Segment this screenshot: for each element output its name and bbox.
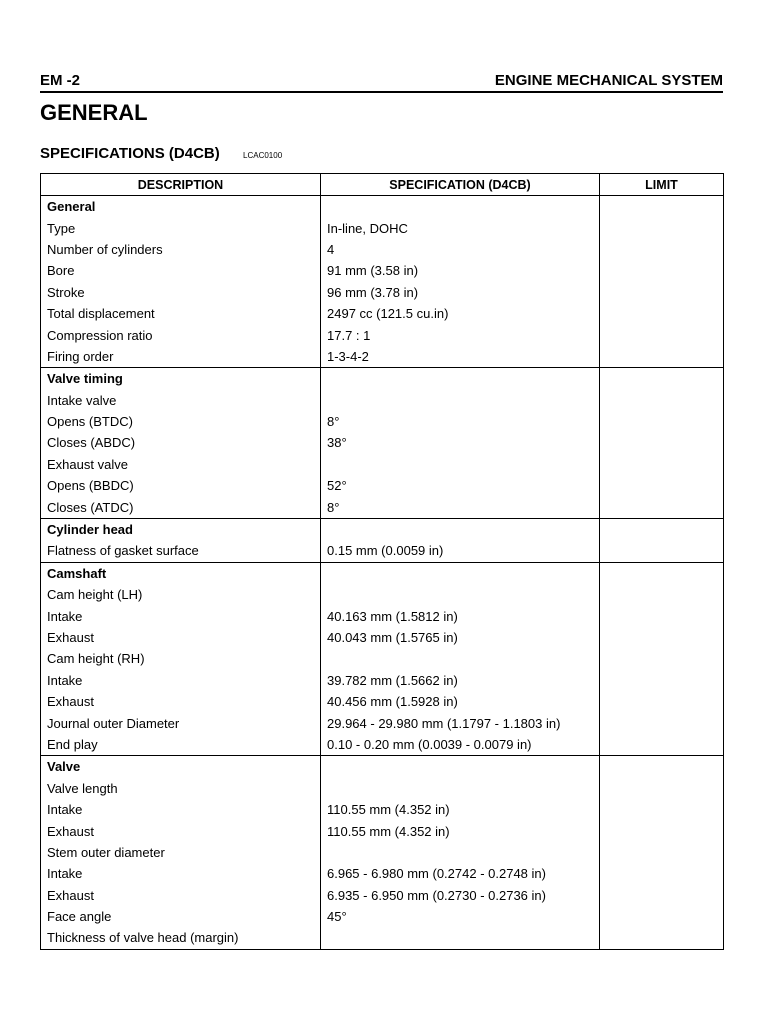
- table-group-general: [41, 196, 724, 368]
- description-cell: Intake valve: [41, 390, 321, 411]
- table-row: [41, 691, 724, 712]
- table-row: [41, 475, 724, 496]
- limit-cell: [600, 196, 724, 218]
- column-header-specification: SPECIFICATION (D4CB): [321, 174, 600, 196]
- description-cell: Intake: [41, 605, 321, 626]
- spec-cell: [321, 562, 600, 584]
- table-row: [41, 734, 724, 756]
- limit-cell: [600, 584, 724, 605]
- spec-cell: [321, 518, 600, 540]
- table-row: [41, 496, 724, 518]
- spec-cell: [321, 454, 600, 475]
- description-cell: Intake: [41, 670, 321, 691]
- description-cell: Intake: [41, 863, 321, 884]
- description-cell: Closes (ATDC): [41, 496, 321, 518]
- description-cell: Thickness of valve head (margin): [41, 927, 321, 949]
- description-cell: Opens (BBDC): [41, 475, 321, 496]
- table-row: [41, 927, 724, 949]
- description-cell: Stem outer diameter: [41, 842, 321, 863]
- table-row: [41, 282, 724, 303]
- page-number: EM -2: [40, 72, 81, 89]
- description-cell: Cam height (LH): [41, 584, 321, 605]
- description-cell: Exhaust: [41, 885, 321, 906]
- limit-cell: [600, 282, 724, 303]
- limit-cell: [600, 927, 724, 949]
- table-row: [41, 390, 724, 411]
- limit-cell: [600, 842, 724, 863]
- limit-cell: [600, 605, 724, 626]
- limit-cell: [600, 368, 724, 390]
- chapter-title: ENGINE MECHANICAL SYSTEM: [494, 72, 723, 89]
- limit-cell: [600, 518, 724, 540]
- spec-cell: [321, 842, 600, 863]
- limit-cell: [600, 475, 724, 496]
- limit-cell: [600, 303, 724, 324]
- spec-cell: 2497 cc (121.5 cu.in): [321, 303, 600, 324]
- limit-cell: [600, 346, 724, 368]
- spec-cell: 40.163 mm (1.5812 in): [321, 605, 600, 626]
- limit-cell: [600, 454, 724, 475]
- description-cell: Number of cylinders: [41, 239, 321, 260]
- spec-cell: 4: [321, 239, 600, 260]
- table-row: [41, 432, 724, 453]
- column-header-limit: LIMIT: [600, 174, 724, 196]
- table-header-row: [41, 174, 724, 196]
- description-cell: Valve length: [41, 778, 321, 799]
- spec-cell: 8°: [321, 496, 600, 518]
- limit-cell: [600, 820, 724, 841]
- table-row: [41, 885, 724, 906]
- spec-cell: 29.964 - 29.980 mm (1.1797 - 1.1803 in): [321, 712, 600, 733]
- description-cell: Bore: [41, 260, 321, 281]
- spec-cell: 6.935 - 6.950 mm (0.2730 - 0.2736 in): [321, 885, 600, 906]
- spec-cell: 1-3-4-2: [321, 346, 600, 368]
- description-cell: Opens (BTDC): [41, 411, 321, 432]
- description-cell: Compression ratio: [41, 324, 321, 345]
- spec-cell: 96 mm (3.78 in): [321, 282, 600, 303]
- description-cell: Intake: [41, 799, 321, 820]
- table-group-valve: [41, 756, 724, 950]
- table-row: [41, 648, 724, 669]
- table-row: [41, 411, 724, 432]
- limit-cell: [600, 627, 724, 648]
- table-row: [41, 260, 724, 281]
- limit-cell: [600, 799, 724, 820]
- spec-cell: [321, 390, 600, 411]
- limit-cell: [600, 540, 724, 562]
- limit-cell: [600, 432, 724, 453]
- table-row: [41, 324, 724, 345]
- limit-cell: [600, 239, 724, 260]
- specifications-table: [40, 173, 724, 950]
- table-row: [41, 627, 724, 648]
- limit-cell: [600, 906, 724, 927]
- table-group-header: [41, 368, 724, 390]
- table-group-valve-timing: [41, 368, 724, 519]
- table-group-camshaft: [41, 562, 724, 756]
- spec-cell: [321, 368, 600, 390]
- spec-cell: [321, 648, 600, 669]
- group-label: Cylinder head: [41, 518, 321, 540]
- limit-cell: [600, 217, 724, 238]
- description-cell: Flatness of gasket surface: [41, 540, 321, 562]
- spec-cell: 110.55 mm (4.352 in): [321, 820, 600, 841]
- group-label: Valve timing: [41, 368, 321, 390]
- table-row: [41, 540, 724, 562]
- spec-cell: [321, 756, 600, 778]
- limit-cell: [600, 324, 724, 345]
- table-row: [41, 778, 724, 799]
- limit-cell: [600, 496, 724, 518]
- spec-cell: [321, 196, 600, 218]
- spec-cell: 17.7 : 1: [321, 324, 600, 345]
- spec-cell: 40.456 mm (1.5928 in): [321, 691, 600, 712]
- limit-cell: [600, 390, 724, 411]
- table-group-cylinder-head: [41, 518, 724, 562]
- group-label: Valve: [41, 756, 321, 778]
- limit-cell: [600, 778, 724, 799]
- table-row: [41, 584, 724, 605]
- spec-cell: 91 mm (3.58 in): [321, 260, 600, 281]
- table-row: [41, 906, 724, 927]
- limit-cell: [600, 691, 724, 712]
- spec-cell: In-line, DOHC: [321, 217, 600, 238]
- table-row: [41, 346, 724, 368]
- column-header-description: DESCRIPTION: [41, 174, 321, 196]
- description-cell: Exhaust valve: [41, 454, 321, 475]
- limit-cell: [600, 756, 724, 778]
- spec-cell: 110.55 mm (4.352 in): [321, 799, 600, 820]
- limit-cell: [600, 734, 724, 756]
- description-cell: Exhaust: [41, 691, 321, 712]
- section-code: LCAC0100: [243, 151, 283, 160]
- limit-cell: [600, 562, 724, 584]
- limit-cell: [600, 670, 724, 691]
- table-group-header: [41, 756, 724, 778]
- page-title: GENERAL: [40, 100, 148, 125]
- description-cell: Exhaust: [41, 627, 321, 648]
- table-row: [41, 605, 724, 626]
- description-cell: Firing order: [41, 346, 321, 368]
- description-cell: Exhaust: [41, 820, 321, 841]
- spec-cell: 0.10 - 0.20 mm (0.0039 - 0.0079 in): [321, 734, 600, 756]
- table-row: [41, 217, 724, 238]
- group-label: Camshaft: [41, 562, 321, 584]
- table-row: [41, 303, 724, 324]
- limit-cell: [600, 648, 724, 669]
- table-row: [41, 670, 724, 691]
- description-cell: Total displacement: [41, 303, 321, 324]
- spec-cell: 39.782 mm (1.5662 in): [321, 670, 600, 691]
- table-row: [41, 454, 724, 475]
- section-title: SPECIFICATIONS (D4CB): [40, 145, 220, 162]
- limit-cell: [600, 863, 724, 884]
- table-row: [41, 842, 724, 863]
- spec-cell: 40.043 mm (1.5765 in): [321, 627, 600, 648]
- group-label: General: [41, 196, 321, 218]
- spec-cell: 8°: [321, 411, 600, 432]
- spec-cell: 45°: [321, 906, 600, 927]
- description-cell: Face angle: [41, 906, 321, 927]
- spec-cell: [321, 778, 600, 799]
- table-group-header: [41, 562, 724, 584]
- spec-cell: [321, 584, 600, 605]
- spec-cell: [321, 927, 600, 949]
- table-row: [41, 239, 724, 260]
- table-row: [41, 712, 724, 733]
- table-group-header: [41, 196, 724, 218]
- spec-cell: 38°: [321, 432, 600, 453]
- table-row: [41, 799, 724, 820]
- table-group-header: [41, 518, 724, 540]
- limit-cell: [600, 260, 724, 281]
- description-cell: Closes (ABDC): [41, 432, 321, 453]
- table-row: [41, 820, 724, 841]
- table-row: [41, 863, 724, 884]
- header-divider: [40, 91, 723, 93]
- spec-cell: 6.965 - 6.980 mm (0.2742 - 0.2748 in): [321, 863, 600, 884]
- spec-cell: 52°: [321, 475, 600, 496]
- limit-cell: [600, 411, 724, 432]
- spec-cell: 0.15 mm (0.0059 in): [321, 540, 600, 562]
- description-cell: Type: [41, 217, 321, 238]
- description-cell: Journal outer Diameter: [41, 712, 321, 733]
- limit-cell: [600, 885, 724, 906]
- description-cell: End play: [41, 734, 321, 756]
- description-cell: Cam height (RH): [41, 648, 321, 669]
- description-cell: Stroke: [41, 282, 321, 303]
- limit-cell: [600, 712, 724, 733]
